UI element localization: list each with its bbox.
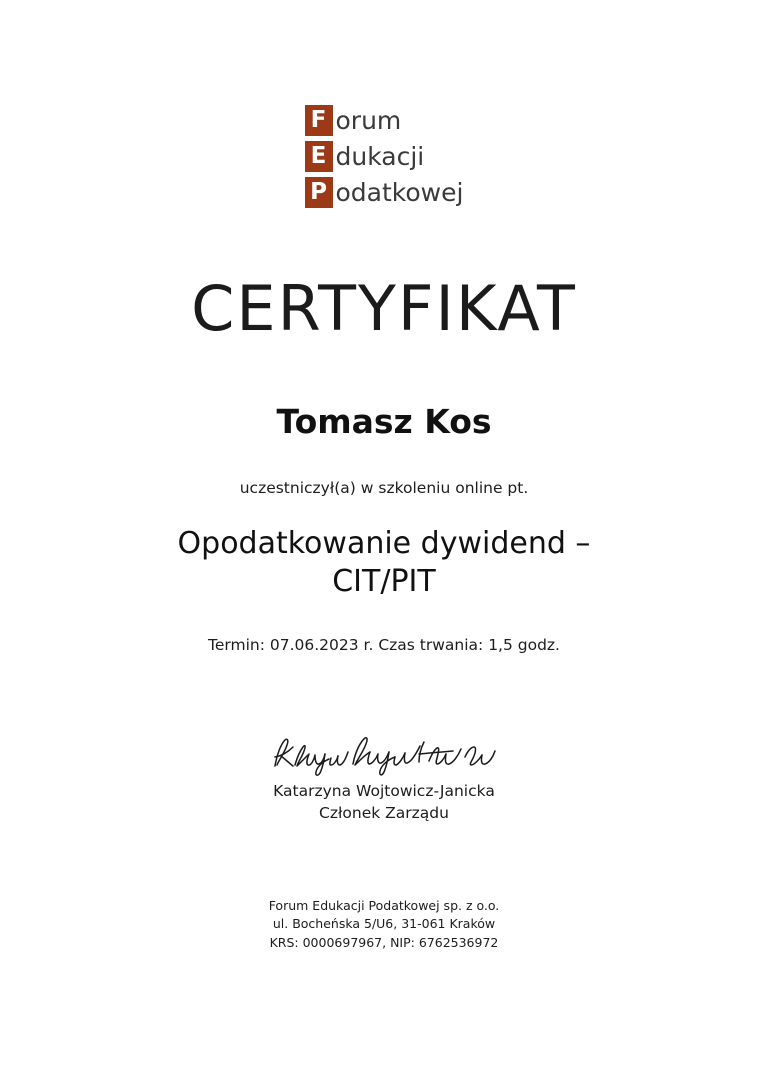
- certificate-title: CERTYFIKAT: [191, 272, 577, 345]
- logo-initial-f: F: [305, 105, 333, 136]
- footer-registration-numbers: KRS: 0000697967, NIP: 6762536972: [269, 935, 499, 951]
- logo-row-forum: [305, 104, 402, 137]
- signatory-name: Katarzyna Wojtowicz-Janicka: [273, 781, 495, 800]
- handwritten-signature-icon: [269, 732, 499, 778]
- signature-block: [269, 732, 499, 825]
- signatory-role: Członek Zarządu: [319, 804, 449, 823]
- participation-statement: uczestniczył(a) w szkoleniu online pt.: [239, 479, 529, 497]
- logo-word-podatkowej: odatkowej: [335, 178, 464, 207]
- logo-initial-p: P: [305, 177, 333, 208]
- logo-row-edukacji: [305, 140, 425, 173]
- logo-initial-e: E: [305, 141, 333, 172]
- course-title-line-1: Opodatkowanie dywidend –: [177, 526, 591, 561]
- course-title: [178, 525, 591, 602]
- company-footer: [269, 897, 500, 953]
- footer-address: ul. Bocheńska 5/U6, 31-061 Kraków: [272, 916, 496, 932]
- footer-company-name: Forum Edukacji Podatkowej sp. z o.o.: [268, 897, 500, 913]
- participant-name: Tomasz Kos: [276, 402, 492, 441]
- course-term-and-duration: Termin: 07.06.2023 r. Czas trwania: 1,5 godz.: [208, 635, 560, 654]
- course-title-line-2: CIT/PIT: [332, 564, 436, 600]
- logo-word-edukacji: dukacji: [335, 142, 425, 171]
- logo-word-forum: orum: [335, 106, 402, 135]
- company-logo: [305, 104, 464, 212]
- logo-row-podatkowej: [305, 176, 464, 209]
